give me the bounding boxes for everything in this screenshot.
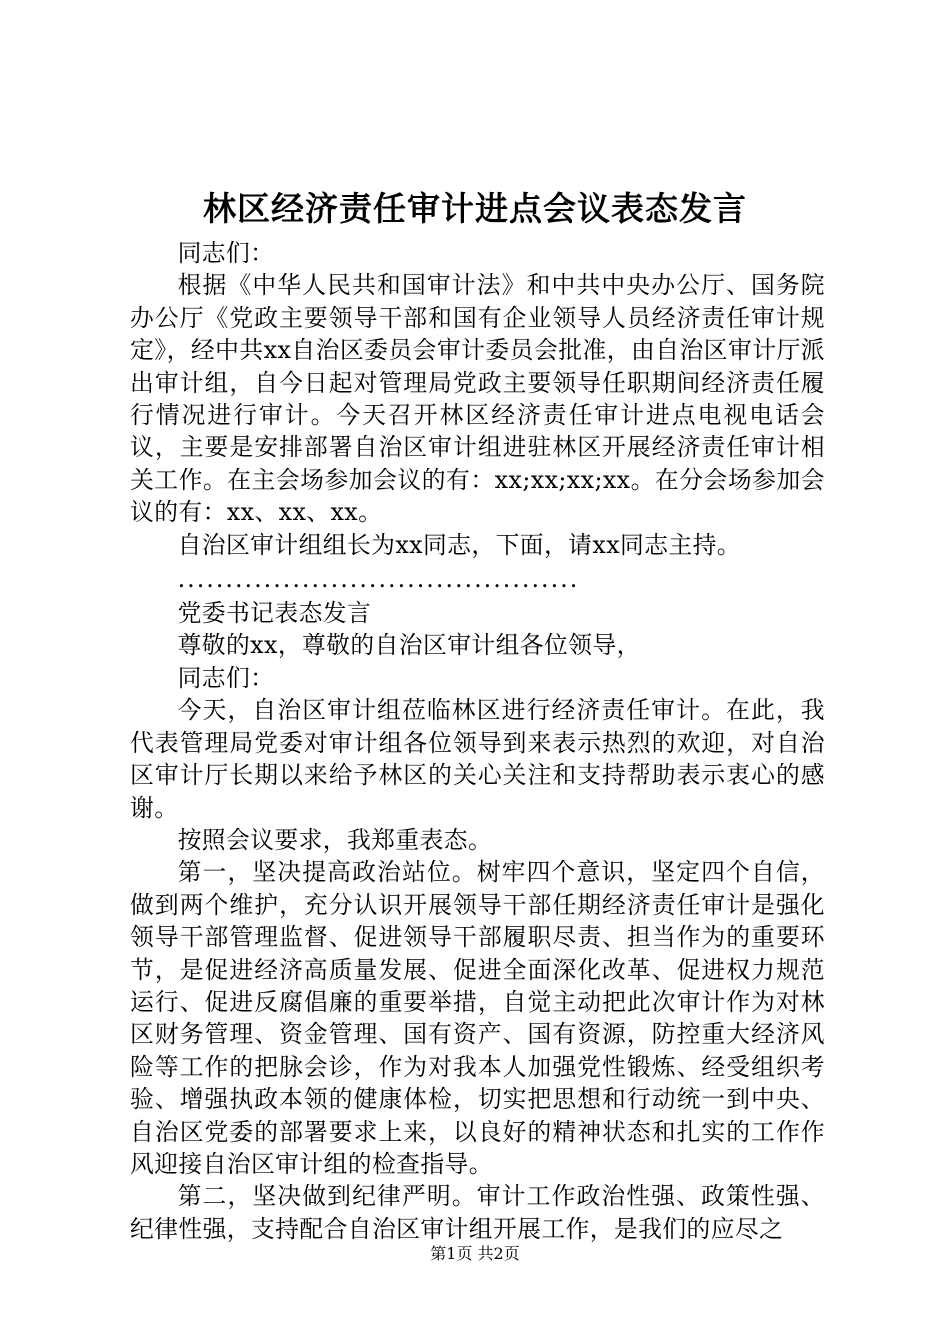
page-number: 第1页 共2页 — [430, 1244, 520, 1263]
paragraph-point-1: 第一，坚决提高政治站位。树牢四个意识，坚定四个自信，做到两个维护，充分认识开展领导干部任期经济责任审计是强化领导干部管理监督、促进领导干部履职尽责、担当作为的重要环节，是促进经济高质量发展、促进全面深化改革、促进权力规范运行、促进反腐倡廉的重要举措，自觉主动把此次审计作为对林区财务管理、资金管理、国有资产、国有资源，防控重大经济风险等工作的把脉会诊，作为对我本人加强党性锻炼、经受组织考验、增强执政本领的健康体检，切实把思想和行动统一到中央、自治区党委的部署要求上来，以良好的精神状态和扎实的工作作风迎接自治区审计组的检查指导。 — [130, 858, 825, 1178]
paragraph-statement: 按照会议要求，我郑重表态。 — [177, 825, 493, 854]
paragraph-ellipsis: .......................................... — [177, 565, 580, 594]
document-title: 林区经济责任审计进点会议表态发言 — [203, 189, 747, 228]
paragraph-salutation-2: 同志们： — [177, 663, 275, 692]
paragraph-greeting: 尊敬的xx，尊敬的自治区审计组各位领导， — [177, 631, 641, 660]
paragraph-welcome: 今天，自治区审计组莅临林区进行经济责任审计。在此，我代表管理局党委对审计组各位领导到来表示热烈的欢迎，对自治区审计厅长期以来给予林区的关心关注和支持帮助表示衷心的感谢。 — [130, 696, 825, 822]
paragraph-salutation: 同志们： — [177, 239, 275, 267]
paragraph-intro: 根据《中华人民共和国审计法》和中共中央办公厅、国务院办公厅《党政主要领导干部和国有企业领导人员经济责任审计规定》，经中共xx自治区委员会审计委员会批准，由自治区审计厅派出审计组，自今日起对管理局党政主要领导任职期间经济责任履行情况进行审计。今天召开林区经济责任审计进点电视电话会议，主要是安排部署自治区审计组进驻林区开展经济责任审计相关工作。在主会场参加会议的有：xx;xx;xx;xx。在分会场参加会议的有：xx、xx、xx。 — [130, 271, 825, 527]
paragraph-host: 自治区审计组组长为xx同志，下面，请xx同志主持。 — [177, 530, 742, 559]
document-body — [130, 237, 825, 1245]
paragraph-point-2: 第二，坚决做到纪律严明。审计工作政治性强、政策性强、纪律性强，支持配合自治区审计组开展工作，是我们的应尽之 — [130, 1182, 825, 1243]
section-heading: 党委书记表态发言 — [177, 599, 372, 628]
